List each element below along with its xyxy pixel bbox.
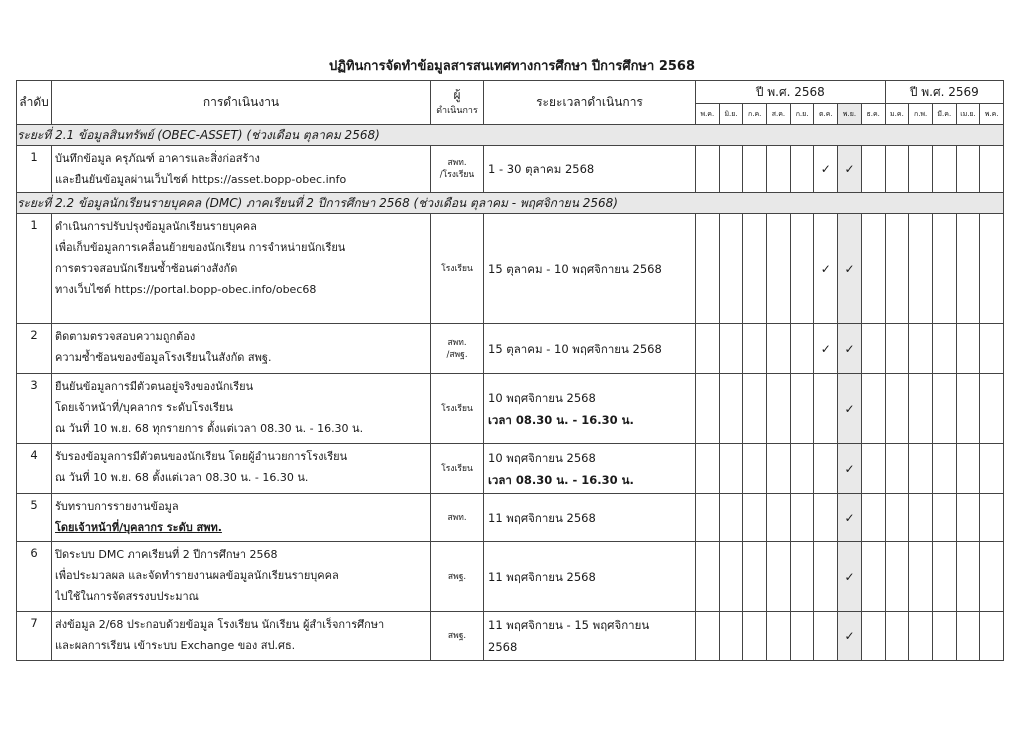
period-line: 15 ตุลาคม - 10 พฤศจิกายน 2568 [488,341,662,356]
activity-line: การตรวจสอบนักเรียนซ้ำซ้อนต่างสังกัด [55,262,238,275]
check-mark-icon: ✓ [844,341,855,356]
period-line: เวลา 08.30 น. - 16.30 น. [488,412,634,427]
month-cell [861,494,885,542]
month-cell [980,324,1004,374]
table-row [17,494,1004,542]
month-cell [885,324,909,374]
month-cell [696,146,720,193]
month-cell [790,324,814,374]
period-cell [484,542,696,612]
activity-cell [52,542,431,612]
month-cell [956,214,980,324]
period-line: 1 - 30 ตุลาคม 2568 [488,162,595,176]
activity-cell [52,146,431,193]
month-header: เม.ย. [956,104,980,125]
period-cell [484,494,696,542]
month-cell [838,444,862,494]
activity-cell [52,214,431,324]
check-mark-icon: ✓ [820,261,831,276]
check-mark-icon: ✓ [844,461,855,476]
activity-cell [52,374,431,444]
table-row [17,374,1004,444]
document-title: ปฏิทินการจัดทำข้อมูลสารสนเทศทางการศึกษา ปีการศึกษา 2568 [328,59,696,74]
month-cell [743,214,767,324]
month-cell [719,374,743,444]
month-cell [767,374,791,444]
month-header: ม.ค. [885,104,909,125]
month-cell [767,494,791,542]
table-row [17,146,1004,193]
responsible-cell [431,542,484,612]
month-cell [861,444,885,494]
header-period: ระยะเวลาดำเนินการ [484,81,696,125]
month-cell [696,444,720,494]
activity-line: ติดตามตรวจสอบความถูกต้อง [55,330,196,343]
month-cell [932,374,956,444]
activity-line: เพื่อประมวลผล และจัดทำรายงานผลข้อมูลนักเรียนรายบุคคล [55,569,339,582]
check-mark-icon: ✓ [820,341,831,356]
responsible-cell [431,324,484,374]
activity-line: ทางเว็บไซต์ https://portal.bopp-obec.info/obec68 [55,283,317,296]
month-cell [814,494,838,542]
activity-line: บันทึกข้อมูล ครุภัณฑ์ อาคารและสิ่งก่อสร้าง [55,152,260,165]
month-cell [790,214,814,324]
month-cell [932,542,956,612]
responsible-cell [431,214,484,324]
month-header: พ.ค. [980,104,1004,125]
month-header: ก.ค. [743,104,767,125]
month-cell [956,146,980,193]
responsible-cell [431,444,484,494]
schedule-table [16,80,1004,661]
check-mark-icon: ✓ [844,510,855,525]
row-number: 2 [17,324,52,374]
month-cell [790,612,814,661]
month-header: พ.ย. [838,104,862,125]
table-row [17,612,1004,661]
month-cell [838,146,862,193]
period-cell [484,444,696,494]
check-mark-icon: ✓ [844,629,855,643]
month-cell [861,324,885,374]
activity-cell [52,612,431,661]
table-row [17,542,1004,612]
header-responsible-line1: ผู้ [453,87,461,102]
month-cell [696,494,720,542]
month-cell [838,494,862,542]
month-cell [696,374,720,444]
header-no: ลำดับ [17,81,52,125]
period-line: เวลา 08.30 น. - 16.30 น. [488,472,634,487]
month-cell [719,494,743,542]
period-cell [484,146,696,193]
month-header: ต.ค. [814,104,838,125]
month-cell [932,146,956,193]
month-cell [814,374,838,444]
activity-line: รับทราบการรายงานข้อมูล [55,500,179,513]
month-cell [932,444,956,494]
header-responsible-line2: ดำเนินการ [436,105,478,116]
month-cell [743,444,767,494]
check-mark-icon: ✓ [844,569,855,584]
month-cell [861,542,885,612]
responsible-line: สพท. [447,337,467,348]
month-cell [861,374,885,444]
month-cell [838,374,862,444]
month-cell [932,214,956,324]
month-cell [885,612,909,661]
header-year-2568: ปี พ.ศ. 2568 [696,81,886,104]
month-header: ก.พ. [909,104,933,125]
month-cell [956,494,980,542]
activity-cell [52,494,431,542]
period-cell [484,612,696,661]
month-cell [814,146,838,193]
month-cell [743,146,767,193]
section-title: ระยะที่ 2.1 ข้อมูลสินทรัพย์ (OBEC-ASSET) (ช่วงเดือน ตุลาคม 2568) [17,125,1004,146]
month-cell [814,542,838,612]
month-cell [838,324,862,374]
responsible-line: โรงเรียน [441,463,473,474]
activity-line: ปิดระบบ DMC ภาคเรียนที่ 2 ปีการศึกษา 2568 [55,548,278,561]
month-cell [956,444,980,494]
activity-line: ส่งข้อมูล 2/68 ประกอบด้วยข้อมูล โรงเรียน นักเรียน ผู้สำเร็จการศึกษา [55,618,385,631]
month-cell [861,146,885,193]
month-cell [909,374,933,444]
month-cell [909,324,933,374]
header-year-2569: ปี พ.ศ. 2569 [885,81,1003,104]
month-cell [838,612,862,661]
table-row [17,214,1004,324]
responsible-line: สพฐ. [447,571,467,582]
activity-line: ณ วันที่ 10 พ.ย. 68 ตั้งแต่เวลา 08.30 น. - 16.30 น. [55,471,309,484]
month-cell [956,542,980,612]
month-cell [719,612,743,661]
row-number: 7 [17,612,52,661]
month-cell [885,214,909,324]
month-cell [767,324,791,374]
month-cell [790,146,814,193]
month-cell [885,542,909,612]
period-cell [484,324,696,374]
month-cell [932,324,956,374]
month-header: ธ.ค. [861,104,885,125]
month-cell [932,612,956,661]
month-cell [980,214,1004,324]
month-header: ก.ย. [790,104,814,125]
row-number: 5 [17,494,52,542]
month-cell [814,214,838,324]
month-cell [767,612,791,661]
activity-line: โดยเจ้าหน้าที่/บุคลากร ระดับ สพท. [55,521,222,534]
period-line: 10 พฤศจิกายน 2568 [488,390,596,405]
month-cell [696,612,720,661]
responsible-line: โรงเรียน [441,263,473,274]
period-line: 11 พฤศจิกายน 2568 [488,510,596,525]
month-header: มี.ค. [932,104,956,125]
month-cell [932,494,956,542]
month-header: มิ.ย. [719,104,743,125]
month-cell [790,444,814,494]
month-cell [696,542,720,612]
activity-line: ยืนยันข้อมูลการมีตัวตนอยู่จริงของนักเรียน [55,380,254,393]
month-cell [909,444,933,494]
row-number: 4 [17,444,52,494]
month-cell [838,214,862,324]
check-mark-icon: ✓ [820,162,831,176]
row-number: 1 [17,146,52,193]
activity-line: โดยเจ้าหน้าที่/บุคลากร ระดับโรงเรียน [55,401,233,414]
month-cell [814,444,838,494]
activity-line: ดำเนินการปรับปรุงข้อมูลนักเรียนรายบุคคล [55,220,257,233]
check-mark-icon: ✓ [844,401,855,416]
month-cell [885,494,909,542]
responsible-cell [431,494,484,542]
month-cell [767,542,791,612]
month-cell [885,374,909,444]
month-cell [956,374,980,444]
month-cell [885,146,909,193]
responsible-cell [431,146,484,193]
period-line: 2568 [488,640,518,654]
period-line: 10 พฤศจิกายน 2568 [488,450,596,465]
check-mark-icon: ✓ [844,162,855,176]
responsible-line: สพท. [447,158,467,168]
activity-line: และผลการเรียน เข้าระบบ Exchange ของ สป.ศธ. [55,639,296,652]
month-header: ส.ค. [767,104,791,125]
month-cell [696,214,720,324]
month-cell [814,324,838,374]
month-cell [980,494,1004,542]
responsible-line: สพฐ. [447,631,467,641]
month-cell [719,214,743,324]
month-cell [719,324,743,374]
month-cell [743,612,767,661]
month-cell [909,542,933,612]
month-cell [743,494,767,542]
period-line: 11 พฤศจิกายน 2568 [488,569,596,584]
section-row [17,125,1004,146]
activity-line: ไปใช้ในการจัดสรรงบประมาณ [55,590,199,603]
responsible-line: /โรงเรียน [439,170,475,180]
activity-cell [52,444,431,494]
row-number: 6 [17,542,52,612]
month-cell [743,324,767,374]
month-cell [956,612,980,661]
section-row [17,193,1004,214]
period-cell [484,374,696,444]
activity-cell [52,324,431,374]
month-cell [790,374,814,444]
month-cell [719,444,743,494]
check-mark-icon: ✓ [844,261,855,276]
table-row [17,324,1004,374]
month-cell [980,146,1004,193]
month-cell [790,494,814,542]
month-cell [743,542,767,612]
month-cell [980,542,1004,612]
schedule-body [17,125,1004,661]
month-cell [956,324,980,374]
month-cell [885,444,909,494]
month-header: พ.ค. [696,104,720,125]
header-row [17,81,1004,104]
month-cell [696,324,720,374]
month-cell [790,542,814,612]
activity-line: เพื่อเก็บข้อมูลการเคลื่อนย้ายของนักเรียน การจำหน่ายนักเรียน [55,241,346,254]
month-cell [719,146,743,193]
responsible-cell [431,612,484,661]
month-cell [909,494,933,542]
period-line: 11 พฤศจิกายน - 15 พฤศจิกายน [488,618,650,632]
section-title: ระยะที่ 2.2 ข้อมูลนักเรียนรายบุคคล (DMC) ภาคเรียนที่ 2 ปีการศึกษา 2568 (ช่วงเดือน ตุลาคม - พฤศจิกายน 2568) [17,193,1004,214]
activity-line: รับรองข้อมูลการมีตัวตนของนักเรียน โดยผู้อำนวยการโรงเรียน [55,450,348,463]
month-cell [909,612,933,661]
table-row [17,444,1004,494]
period-cell [484,214,696,324]
activity-line: ณ วันที่ 10 พ.ย. 68 ทุกรายการ ตั้งแต่เวลา 08.30 น. - 16.30 น. [55,422,364,435]
header-responsible [431,81,484,125]
month-cell [719,542,743,612]
month-cell [909,214,933,324]
month-cell [767,146,791,193]
month-cell [767,444,791,494]
month-cell [909,146,933,193]
month-cell [838,542,862,612]
responsible-cell [431,374,484,444]
month-cell [980,444,1004,494]
responsible-line: โรงเรียน [441,403,473,414]
activity-line: และยืนยันข้อมูลผ่านเว็บไซต์ https://asset.bopp-obec.info [55,173,347,186]
month-cell [861,214,885,324]
row-number: 1 [17,214,52,324]
month-cell [743,374,767,444]
month-cell [980,374,1004,444]
header-activity: การดำเนินงาน [52,81,431,125]
responsible-line: สพท. [447,512,467,523]
month-cell [980,612,1004,661]
month-cell [861,612,885,661]
activity-line: ความซ้ำซ้อนของข้อมูลโรงเรียนในสังกัด สพฐ. [55,351,272,364]
responsible-line: /สพฐ. [446,349,468,360]
row-number: 3 [17,374,52,444]
month-cell [814,612,838,661]
period-line: 15 ตุลาคม - 10 พฤศจิกายน 2568 [488,261,662,276]
month-cell [767,214,791,324]
